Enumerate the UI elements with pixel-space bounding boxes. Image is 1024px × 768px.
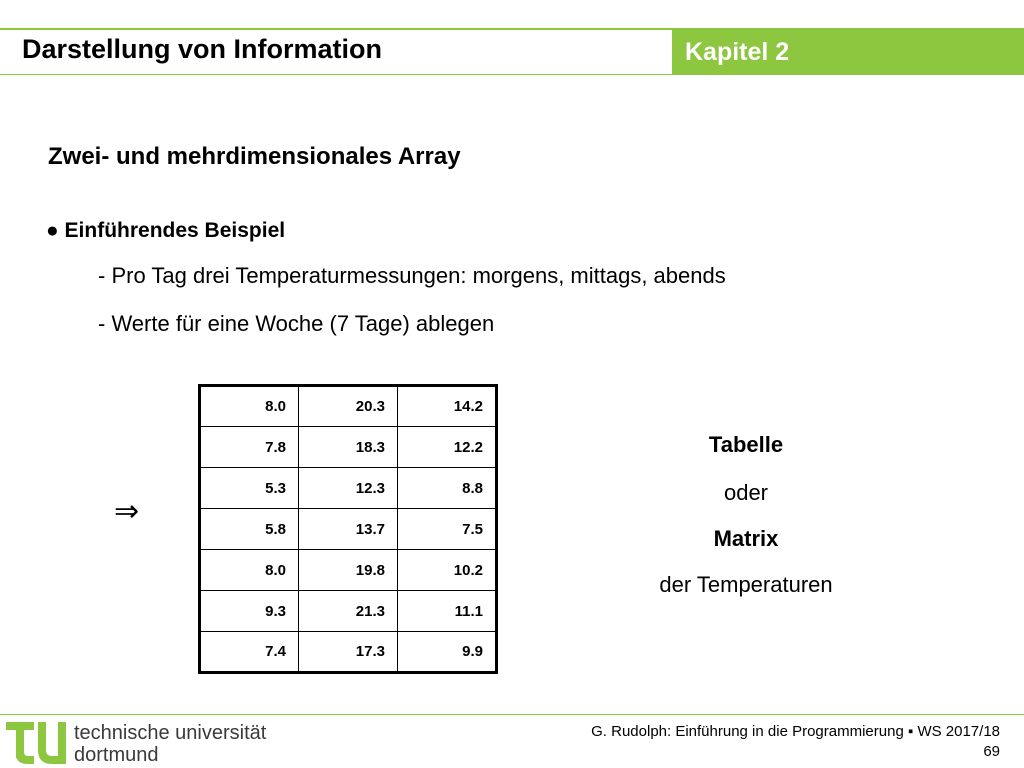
table-cell: 13.7 — [299, 509, 398, 550]
table-cell: 19.8 — [299, 550, 398, 591]
table-cell: 5.3 — [200, 468, 299, 509]
bullet-heading — [46, 219, 285, 243]
table-cell: 12.2 — [398, 427, 497, 468]
temperature-table — [198, 384, 498, 674]
table-row — [200, 386, 497, 427]
table-cell: 8.0 — [200, 550, 299, 591]
caption-matrix: Matrix — [713, 526, 779, 551]
chapter-badge: Kapitel 2 — [672, 30, 1024, 74]
header-bottom-rule — [0, 74, 1024, 75]
table-cell: 7.4 — [200, 632, 299, 673]
bullet-item-2: - Werte für eine Woche (7 Tage) ablegen — [98, 311, 495, 336]
footer-rule — [0, 714, 1024, 715]
university-line-1: technische universität — [74, 722, 267, 744]
page-number: 69 — [983, 743, 1000, 760]
table-cell: 18.3 — [299, 427, 398, 468]
table-row — [200, 468, 497, 509]
table-cell: 9.9 — [398, 632, 497, 673]
table-cell: 12.3 — [299, 468, 398, 509]
slide-subtitle: Zwei- und mehrdimensionales Array — [48, 143, 461, 170]
bullet-text: Einführendes Beispiel — [64, 219, 286, 242]
table-cell: 10.2 — [398, 550, 497, 591]
table-row — [200, 550, 497, 591]
implies-arrow-icon: ⇒ — [114, 495, 140, 528]
tu-logo-icon — [6, 716, 68, 768]
table-cell: 20.3 — [299, 386, 398, 427]
table-cell: 8.8 — [398, 468, 497, 509]
table-cell: 7.5 — [398, 509, 497, 550]
caption-temperaturen: der Temperaturen — [659, 572, 833, 597]
bullet-item-1: - Pro Tag drei Temperaturmessungen: morgens, mittags, abends — [98, 263, 726, 288]
caption-oder: oder — [723, 480, 769, 505]
university-name — [74, 722, 266, 766]
footer-credit — [591, 722, 1000, 762]
table-cell: 5.8 — [200, 509, 299, 550]
table-row — [200, 509, 497, 550]
table-cell: 7.8 — [200, 427, 299, 468]
table-row — [200, 591, 497, 632]
table-cell: 11.1 — [398, 591, 497, 632]
table-cell: 21.3 — [299, 591, 398, 632]
header-title: Darstellung von Information — [22, 34, 383, 64]
footer-credit-text: G. Rudolph: Einführung in die Programmierung ▪ WS 2017/18 — [591, 723, 1000, 740]
table-row — [200, 632, 497, 673]
table-cell: 9.3 — [200, 591, 299, 632]
university-line-2: dortmund — [74, 744, 159, 766]
table-cell: 8.0 — [200, 386, 299, 427]
table-row — [200, 427, 497, 468]
caption-tabelle: Tabelle — [708, 432, 784, 457]
table-cell: 17.3 — [299, 632, 398, 673]
bullet-marker: ● — [46, 219, 59, 242]
table-cell: 14.2 — [398, 386, 497, 427]
